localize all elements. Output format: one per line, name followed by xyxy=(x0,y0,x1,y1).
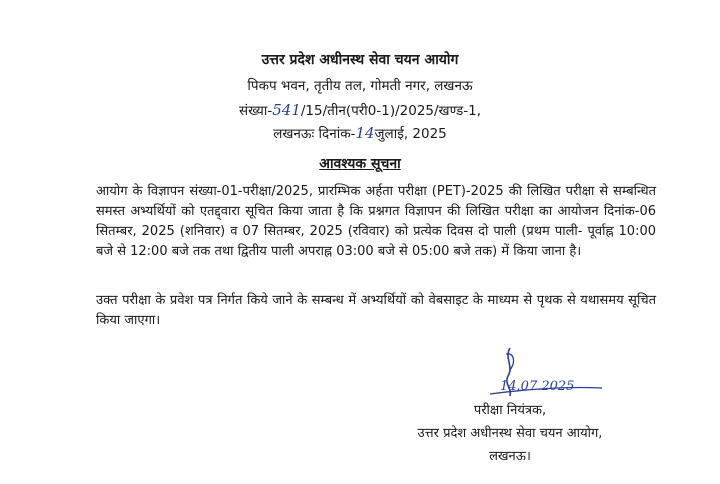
date-prefix: लखनऊः दिनांक- xyxy=(273,126,356,142)
date-handwritten-day: 14 xyxy=(355,124,375,142)
org-address: पिकप भवन, तृतीय तल, गोमती नगर, लखनऊ xyxy=(247,78,473,94)
org-title: उत्तर प्रदेश अधीनस्थ सेवा चयन आयोग xyxy=(261,52,459,68)
date-suffix: जुलाई, 2025 xyxy=(374,126,447,142)
notice-heading: आवश्यक सूचना xyxy=(319,156,401,172)
notice-paragraph-2: उक्त परीक्षा के प्रवेश पत्र निर्गत किये जाने के सम्बन्ध में अभ्यर्थियों को वेबसाइट के माध्यम से पृथक से यथासमय सूचित किया जाएगा। xyxy=(96,293,656,328)
ref-handwritten-number: 541 xyxy=(272,101,301,119)
signature-date: 14.07.2025 xyxy=(500,379,575,394)
signatory-city: लखनऊ। xyxy=(489,449,531,464)
ref-suffix: /15/तीन(परी0-1)/2025/खण्ड-1, xyxy=(300,103,481,119)
ref-prefix: संख्या- xyxy=(239,103,273,119)
signatory-org: उत्तर प्रदेश अधीनस्थ सेवा चयन आयोग, xyxy=(417,426,603,441)
issue-date xyxy=(0,124,720,142)
notice-paragraph-1: आयोग के विज्ञापन संख्या-01-परीक्षा/2025, प्रारम्भिक अर्हता परीक्षा (PET)-2025 की लिखित परीक्षा से सम्बन्धित समस्त अभ्यर्थियों को एतद्द्वारा सूचित किया जाता है कि प्रश्नगत विज्ञापन की लिखित परीक्षा का आयोजन दिनांक-06 सितम्बर, 2025 (शनिवार) व 07 सितम्बर, 2025 (रविवार) को प्रत्येक दिवस दो पाली (प्रथम पाली- पूर्वाह्न 10:00 बजे से 12:00 बजे तक तथा द्वितीय पाली अपराह्न 03:00 बजे से 05:00 बजे तक) में किया जाना है। xyxy=(96,184,656,259)
reference-number xyxy=(0,101,720,119)
signatory-designation: परीक्षा नियंत्रक, xyxy=(473,403,547,418)
